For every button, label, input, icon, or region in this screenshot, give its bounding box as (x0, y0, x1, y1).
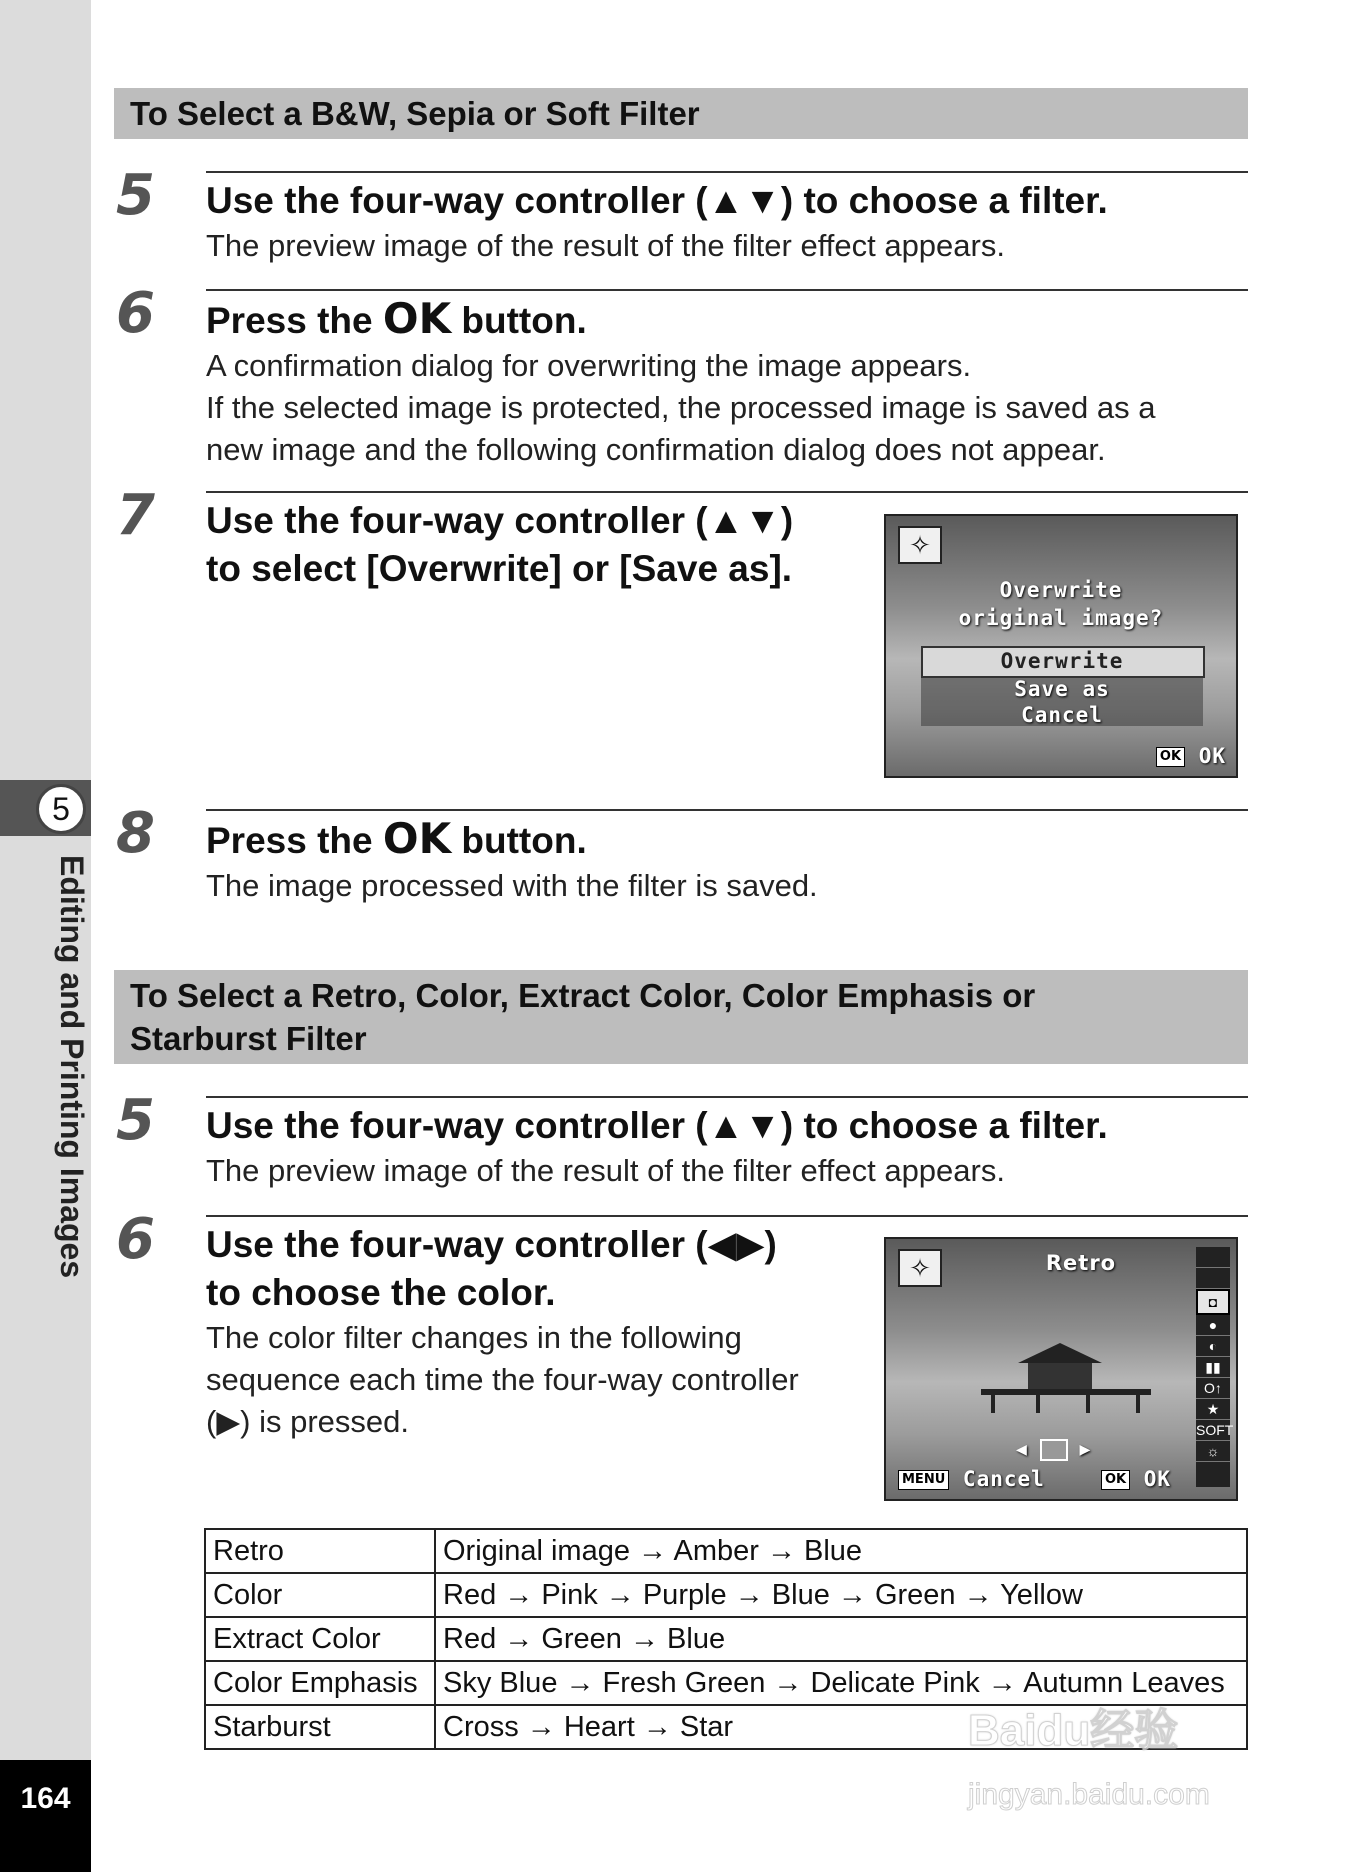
step-title-text: button. (451, 300, 587, 341)
table-row (205, 1617, 1247, 1661)
filter-sequence-cell: Original image → Amber → Blue (435, 1529, 1247, 1573)
step-title-text: button. (451, 820, 587, 861)
step-number: 6 (116, 1207, 155, 1272)
filter-sequence-cell: Cross → Heart → Star (435, 1705, 1247, 1749)
ok-hint-label: OK (1143, 1467, 1172, 1491)
color-selector[interactable] (1016, 1439, 1091, 1461)
pier-hut-shape (1028, 1363, 1092, 1391)
step-title-text: Press the (206, 300, 383, 341)
step-title-line: Use the four-way controller (◀▶) (206, 1224, 777, 1265)
step-title-line: to choose the color. (206, 1272, 556, 1313)
step-number: 6 (116, 281, 155, 346)
cancel-hint-label: Cancel (962, 1467, 1045, 1491)
step-8-press-ok (206, 809, 1248, 907)
filter-name: Retro (1045, 1251, 1117, 1275)
step-5-choose-filter (206, 171, 1248, 267)
step-title-line: Use the four-way controller (▲▼) (206, 500, 794, 541)
filter-selector-strip[interactable] (1196, 1247, 1234, 1487)
step-title-text: Press the (206, 820, 383, 861)
ok-hint-label: OK (1198, 744, 1226, 768)
filter-sequence-cell: Sky Blue → Fresh Green → Delicate Pink → Autumn Leaves (435, 1661, 1247, 1705)
digital-filter-icon: ✧ (898, 1249, 942, 1287)
section-heading-text: To Select a B&W, Sepia or Soft Filter (130, 95, 700, 132)
step-body: The preview image of the result of the filter effect appears. (206, 228, 1005, 263)
section-heading-text: To Select a Retro, Color, Extract Color, Color Emphasis or (130, 977, 1036, 1014)
step-body: The preview image of the result of the filter effect appears. (206, 1153, 1005, 1188)
step-body-line: A confirmation dialog for overwriting the image appears. (206, 348, 972, 383)
step-number: 8 (116, 801, 155, 866)
camera-screen-overwrite-dialog (884, 514, 1238, 778)
step-title (206, 295, 1248, 345)
filter-name-cell: Color Emphasis (205, 1661, 435, 1705)
filter-name-cell: Color (205, 1573, 435, 1617)
step-5-choose-filter (206, 1096, 1248, 1192)
filter-slot[interactable]: O↑ (1196, 1378, 1230, 1399)
watermark-logo: Baidu经验 (968, 1706, 1179, 1755)
ok-key-icon: OK (1101, 1470, 1130, 1490)
ok-button-mark: OK (382, 814, 452, 863)
step-body-line: new image and the following confirmation dialog does not appear. (206, 432, 1106, 467)
cancel-hint (898, 1467, 1045, 1491)
filter-slot[interactable]: ▮▮ (1196, 1357, 1230, 1378)
camera-screen-retro-preview (884, 1237, 1238, 1501)
right-arrow-icon[interactable]: ▶ (1079, 1439, 1092, 1460)
menu-option-save-as[interactable]: Save as (1014, 677, 1110, 701)
ok-hint (1101, 1467, 1171, 1491)
chapter-number: 5 (36, 784, 86, 834)
filter-name-cell: Extract Color (205, 1617, 435, 1661)
menu-option-cancel[interactable]: Cancel (1021, 703, 1103, 727)
section-heading-text: Starburst Filter (130, 1020, 367, 1057)
filter-slot[interactable]: ★ (1196, 1399, 1230, 1420)
step-title (206, 815, 1248, 865)
step-body-line: The color filter changes in the following (206, 1320, 742, 1355)
filter-name-cell: Retro (205, 1529, 435, 1573)
watermark-url: jingyan.baidu.com (968, 1778, 1210, 1811)
section-heading-retro-color (114, 970, 1248, 1064)
step-body: The image processed with the filter is saved. (206, 868, 818, 903)
table-row (205, 1573, 1247, 1617)
pier-leg (991, 1395, 995, 1413)
pier-leg (1136, 1395, 1140, 1413)
step-number: 7 (116, 483, 155, 548)
filter-slot[interactable] (1196, 1247, 1230, 1268)
step-title-line: to select [Overwrite] or [Save as]. (206, 548, 793, 589)
filter-sequence-cell: Red → Pink → Purple → Blue → Green → Yellow (435, 1573, 1247, 1617)
ok-hint (1156, 744, 1226, 768)
digital-filter-icon: ✧ (898, 526, 942, 564)
dialog-question: Overwrite (999, 578, 1123, 602)
filter-slot[interactable]: ☼ (1196, 1441, 1230, 1462)
step-6-press-ok (206, 289, 1248, 471)
pier-roof-shape (1018, 1343, 1102, 1363)
page-number: 164 (0, 1760, 91, 1872)
menu-key-icon: MENU (898, 1470, 949, 1490)
filter-slot-selected[interactable]: ◘ (1196, 1289, 1230, 1315)
menu-option-overwrite[interactable]: Overwrite (1000, 649, 1124, 673)
filter-slot[interactable]: ◐ (1196, 1336, 1230, 1357)
step-number: 5 (116, 1088, 155, 1153)
step-body-line: If the selected image is protected, the processed image is saved as a (206, 390, 1156, 425)
pier-deck-shape (981, 1389, 1151, 1395)
left-arrow-icon[interactable]: ◀ (1016, 1439, 1028, 1460)
section-heading-bw-sepia-soft (114, 88, 1248, 139)
color-swatch[interactable] (1040, 1439, 1068, 1461)
table-row (205, 1529, 1247, 1573)
step-body-line: (▶) is pressed. (206, 1404, 409, 1439)
step-title: Use the four-way controller (▲▼) to choose a filter. (206, 1105, 1108, 1146)
filter-name-cell: Starburst (205, 1705, 435, 1749)
step-number: 5 (116, 163, 155, 228)
dialog-question: original image? (958, 606, 1164, 630)
filter-slot[interactable] (1196, 1268, 1230, 1289)
pier-leg (1036, 1395, 1040, 1413)
filter-slot[interactable]: SOFT (1196, 1420, 1230, 1441)
step-body-line: sequence each time the four-way controller (206, 1362, 799, 1397)
ok-key-icon: OK (1156, 747, 1185, 767)
filter-slot[interactable]: ● (1196, 1315, 1230, 1336)
ok-button-mark: OK (382, 294, 452, 343)
chapter-title: Editing and Printing Images (54, 855, 90, 1279)
pier-leg (1086, 1395, 1090, 1413)
filter-sequence-cell: Red → Green → Blue (435, 1617, 1247, 1661)
step-title: Use the four-way controller (▲▼) to choose a filter. (206, 180, 1108, 221)
